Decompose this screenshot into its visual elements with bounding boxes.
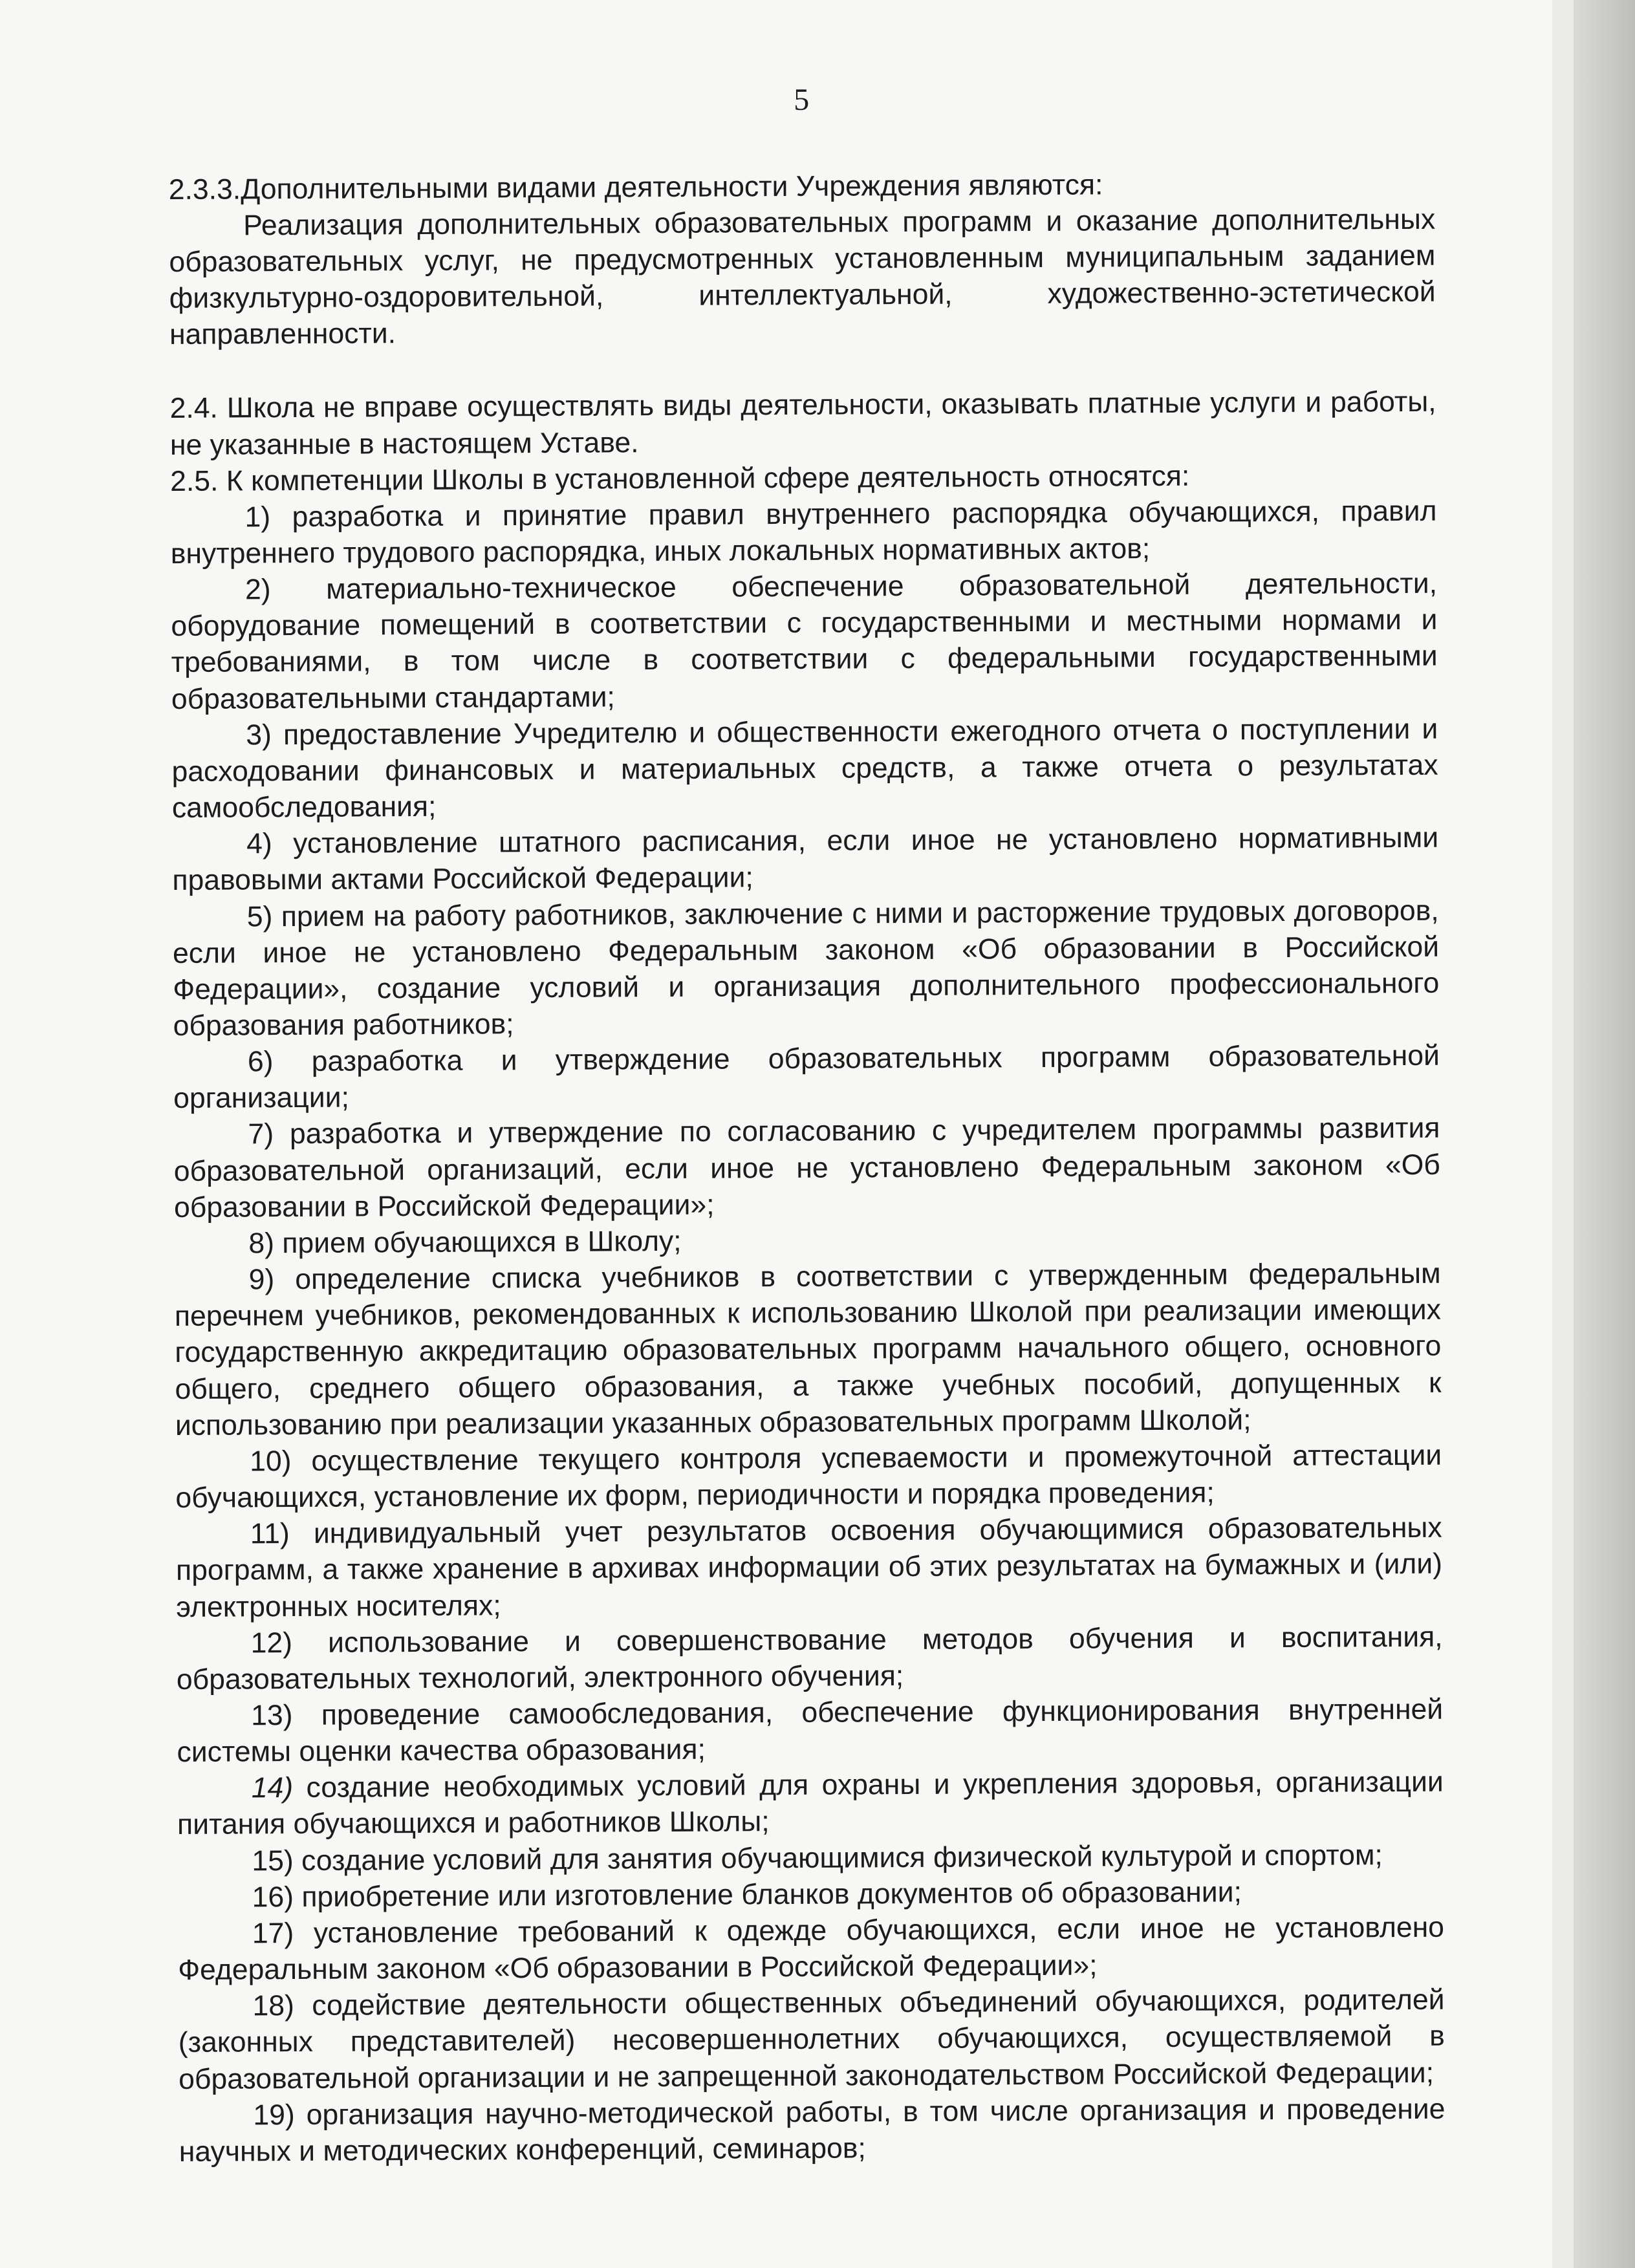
competence-item [171, 711, 1438, 826]
competence-item [178, 1982, 1445, 2098]
item-text: использование и совершенствование методов обучения и воспитания, образовательных технологий, электронного обучения; [176, 1621, 1443, 1696]
competence-item [172, 820, 1439, 900]
paragraph-gap [169, 347, 1436, 391]
item-number: 6) [247, 1046, 274, 1078]
item-number: 11) [250, 1518, 290, 1550]
competence-item [174, 1220, 1440, 1262]
competence-item [178, 1910, 1445, 1989]
item-text: разработка и утверждение по согласованию с учредителем программы развития образовательной организаций, если иное не установлено Федеральным законом «Об образовании в Российской Федерации»; [173, 1112, 1440, 1224]
item-text: установление требований к одежде обучающихся, если иное не установлено Федеральным законом «Об образовании в Российской Федерации»; [178, 1911, 1445, 1987]
competence-item [175, 1438, 1442, 1517]
scanner-edge [1574, 0, 1635, 2268]
page-number: 5 [794, 82, 810, 117]
item-text: проведение самообследования, обеспечение функционирования внутренней системы оценки качества образования; [177, 1693, 1444, 1769]
item-number: 13) [251, 1699, 293, 1732]
competence-item [177, 1764, 1444, 1844]
item-number: 9) [248, 1264, 275, 1296]
competence-item [177, 1692, 1444, 1771]
item-number: 10) [250, 1445, 292, 1478]
item-number: 14) [251, 1772, 294, 1804]
item-number: 2) [244, 574, 271, 606]
item-text: прием на работу работников, заключение с ними и расторжение трудовых договоров, если иное не установлено Федеральным законом «Об образовании в Российской Федерации», создание условий и организация дополнительного профессионального образования работников; [172, 894, 1440, 1042]
document-page [168, 78, 1446, 2170]
item-text: разработка и утверждение образовательных программ образовательной организации; [173, 1039, 1440, 1115]
item-number: 12) [250, 1626, 293, 1659]
item-number: 1) [244, 501, 271, 534]
item-number: 4) [246, 828, 272, 860]
item-text: материально-техническое обеспечение образовательной деятельности, оборудование помещений в соответствии с государственными и местными нормами и требованиями, в том числе в соответствии с федеральными государственными образовательными стандартами; [171, 567, 1438, 715]
item-text: индивидуальный учет результатов освоения обучающимися образовательных программ, а также хранение в архивах информации об этих результатах на бумажных и (или) электронных носителях; [175, 1511, 1443, 1623]
item-text: разработка и принятие правил внутреннего распорядка обучающихся, правил внутреннего трудового распорядка, иных локальных нормативных актов; [170, 495, 1437, 570]
item-text: создание необходимых условий для охраны и укрепления здоровья, организации питания обучающихся и работников Школы; [177, 1766, 1444, 1841]
section-2-3-3-heading: 2.3.3.Дополнительными видами деятельности Учреждения являются: [168, 168, 1103, 206]
competence-item [177, 1837, 1444, 1879]
competence-item [173, 892, 1440, 1044]
competence-item [176, 1510, 1443, 1626]
item-text: осуществление текущего контроля успеваемости и промежуточной аттестации обучающихся, установление их форм, периодичности и порядка проведения; [175, 1439, 1442, 1515]
item-text: создание условий для занятия обучающимися физической культурой и спортом; [301, 1839, 1383, 1877]
section-2-4-paragraph: 2.4. Школа не вправе осуществлять виды деятельности, оказывать платные услуги и работы, не указанные в настоящем Уставе. [169, 386, 1436, 461]
item-number: 18) [252, 1990, 295, 2022]
competence-item [179, 2091, 1446, 2170]
competence-item [178, 1873, 1444, 1916]
competence-item [176, 1619, 1443, 1698]
item-text: организация научно-методической работы, в том числе организация и проведение научных и методических конференций, семинаров; [179, 2093, 1446, 2168]
competence-item [170, 493, 1437, 573]
competence-item [171, 566, 1438, 718]
competence-item [173, 1038, 1440, 1118]
item-text: прием обучающихся в Школу; [282, 1225, 682, 1260]
item-text: приобретение или изготовление бланков документов об образовании; [301, 1876, 1242, 1913]
item-number: 17) [252, 1917, 294, 1950]
section-2-5-heading: 2.5. К компетенции Школы в установленной сфере деятельность относятся: [170, 460, 1190, 497]
item-text: содействие деятельности общественных объединений обучающихся, родителей (законных представителей) несовершеннолетних обучающихся, осуществляемой в образовательной организации и не запрещенной законодательством Российской Федерации; [178, 1983, 1445, 2095]
competence-item [173, 1110, 1440, 1226]
item-text: предоставление Учредителю и общественности ежегодного отчета о поступлении и расходовании финансовых и материальных средств, а также отчета о результатах самообследования; [171, 713, 1438, 825]
item-number: 16) [252, 1881, 294, 1914]
item-text: установление штатного расписания, если иное не установлено нормативными правовыми актами Российской Федерации; [172, 821, 1439, 897]
item-text: определение списка учебников в соответствии с утвержденным федеральным перечнем учебников, рекомендованных к использованию Школой при реализации имеющих государственную аккредитацию образовательных программ начального общего, основного общего, среднего общего образования, а также учебных пособий, допущенных к использованию при реализации указанных образовательных программ Школой; [174, 1257, 1442, 1442]
competence-item [175, 1256, 1442, 1444]
item-number: 3) [246, 718, 272, 751]
item-number: 19) [253, 2099, 295, 2132]
section-2-3-3-body: Реализация дополнительных образовательных программ и оказание дополнительных образовательных услуг, не предусмотренных установленным муниципальным заданием физкультурно-оздоровительной, интеллектуальной, художественно-эстетической направленности. [169, 203, 1436, 351]
item-number: 5) [246, 900, 273, 933]
item-number: 15) [252, 1844, 294, 1877]
item-number: 7) [248, 1118, 274, 1150]
item-number: 8) [248, 1227, 275, 1260]
